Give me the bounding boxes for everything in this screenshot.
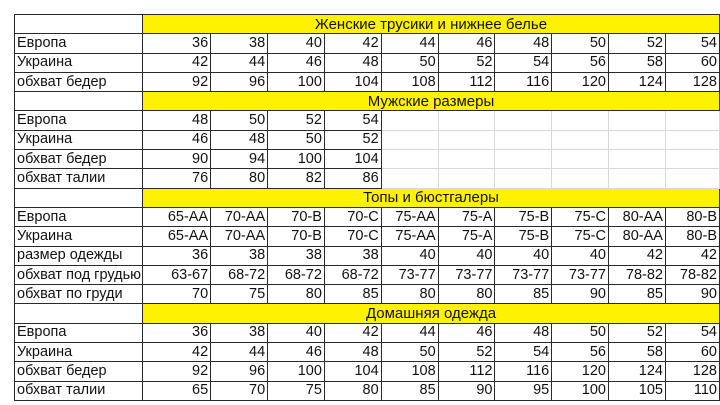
- section-header-row: [15, 15, 720, 34]
- size-cell: 60: [665, 343, 719, 362]
- size-cell: 85: [381, 381, 438, 400]
- size-cell: 76: [143, 169, 211, 188]
- table-row: [15, 343, 720, 362]
- size-cell: 48: [495, 34, 552, 53]
- size-cell: 68-72: [324, 265, 381, 284]
- table-row: [15, 362, 720, 381]
- size-cell: 75-B: [495, 227, 552, 246]
- size-cell: 54: [495, 53, 552, 72]
- size-cell: 48: [211, 130, 268, 149]
- row-label: Европа: [15, 323, 143, 342]
- size-cell: [665, 111, 719, 130]
- row-label: обхват бедер: [15, 150, 143, 169]
- row-label: Украина: [15, 130, 143, 149]
- section-header-row: [15, 304, 720, 323]
- size-cell: 75: [211, 285, 268, 304]
- size-cell: 80: [211, 169, 268, 188]
- size-cell: 38: [324, 246, 381, 265]
- size-cell: 42: [324, 323, 381, 342]
- size-cell: 96: [211, 362, 268, 381]
- size-cell: 40: [268, 323, 325, 342]
- row-label: обхват талии: [15, 169, 143, 188]
- table-row: [15, 285, 720, 304]
- size-cell: [608, 150, 665, 169]
- size-cell: 52: [608, 323, 665, 342]
- size-cell: 44: [381, 323, 438, 342]
- size-cell: 70: [143, 285, 211, 304]
- size-cell: 124: [608, 72, 665, 91]
- size-cell: 85: [608, 285, 665, 304]
- size-cell: 36: [143, 246, 211, 265]
- size-cell: 42: [608, 246, 665, 265]
- size-cell: 44: [211, 53, 268, 72]
- size-cell: 70-B: [268, 227, 325, 246]
- size-cell: 50: [268, 130, 325, 149]
- size-cell: [381, 150, 438, 169]
- row-label: обхват бедер: [15, 72, 143, 91]
- size-cell: 54: [495, 343, 552, 362]
- size-cell: [608, 130, 665, 149]
- size-cell: 50: [381, 53, 438, 72]
- size-cell: 80: [438, 285, 495, 304]
- size-cell: 70: [211, 381, 268, 400]
- table-row: [15, 207, 720, 226]
- size-cell: 116: [495, 362, 552, 381]
- size-cell: 73-77: [438, 265, 495, 284]
- table-row: [15, 72, 720, 91]
- size-cell: 46: [268, 53, 325, 72]
- size-cell: 54: [324, 111, 381, 130]
- size-cell: 52: [438, 343, 495, 362]
- size-cell: [495, 169, 552, 188]
- size-cell: 112: [438, 72, 495, 91]
- size-cell: 82: [268, 169, 325, 188]
- size-cell: 36: [143, 323, 211, 342]
- row-label: Европа: [15, 207, 143, 226]
- size-cell: 112: [438, 362, 495, 381]
- size-cell: 40: [381, 246, 438, 265]
- section-title: Домашняя одежда: [143, 304, 720, 323]
- size-cell: 90: [438, 381, 495, 400]
- size-cell: 40: [495, 246, 552, 265]
- section-header-spacer: [15, 92, 143, 111]
- table-row: [15, 130, 720, 149]
- size-cell: 65: [143, 381, 211, 400]
- size-cell: [552, 111, 609, 130]
- size-cell: 44: [211, 343, 268, 362]
- size-cell: [552, 130, 609, 149]
- size-cell: [495, 150, 552, 169]
- size-cell: 75-AA: [381, 227, 438, 246]
- size-cell: 40: [268, 34, 325, 53]
- size-cell: [381, 169, 438, 188]
- size-cell: 58: [608, 53, 665, 72]
- size-cell: 42: [143, 343, 211, 362]
- size-cell: 75-A: [438, 207, 495, 226]
- size-cell: 44: [381, 34, 438, 53]
- size-cell: 52: [438, 53, 495, 72]
- size-cell: 48: [143, 111, 211, 130]
- size-cell: 70-C: [324, 207, 381, 226]
- size-cell: 48: [495, 323, 552, 342]
- size-cell: 128: [665, 72, 719, 91]
- size-cell: 85: [495, 285, 552, 304]
- size-cell: 52: [324, 130, 381, 149]
- table-row: [15, 111, 720, 130]
- size-cell: 46: [438, 323, 495, 342]
- size-cell: 52: [268, 111, 325, 130]
- size-cell: 86: [324, 169, 381, 188]
- row-label: Европа: [15, 34, 143, 53]
- size-cell: 70-AA: [211, 207, 268, 226]
- size-cell: 105: [608, 381, 665, 400]
- size-cell: 38: [211, 34, 268, 53]
- size-cell: 80: [381, 285, 438, 304]
- size-cell: 75-AA: [381, 207, 438, 226]
- size-cell: 58: [608, 343, 665, 362]
- size-cell: 80-B: [665, 207, 719, 226]
- size-cell: 75-B: [495, 207, 552, 226]
- size-cell: 68-72: [211, 265, 268, 284]
- size-cell: 70-B: [268, 207, 325, 226]
- table-row: [15, 150, 720, 169]
- size-cell: 56: [552, 53, 609, 72]
- size-cell: 40: [438, 246, 495, 265]
- size-cell: 92: [143, 362, 211, 381]
- size-cell: 90: [665, 285, 719, 304]
- size-cell: 100: [268, 362, 325, 381]
- row-label: обхват бедер: [15, 362, 143, 381]
- section-title: Мужские размеры: [143, 92, 720, 111]
- size-cell: 90: [143, 150, 211, 169]
- size-cell: [552, 169, 609, 188]
- size-cell: 38: [211, 323, 268, 342]
- size-cell: [495, 111, 552, 130]
- table-row: [15, 34, 720, 53]
- size-cell: 78-82: [608, 265, 665, 284]
- size-cell: 54: [665, 323, 719, 342]
- size-cell: 75-C: [552, 227, 609, 246]
- row-label: обхват под грудью: [15, 265, 143, 284]
- section-header-spacer: [15, 188, 143, 207]
- size-cell: 104: [324, 362, 381, 381]
- size-cell: 56: [552, 343, 609, 362]
- size-cell: 128: [665, 362, 719, 381]
- size-cell: 75: [268, 381, 325, 400]
- size-chart-table: [14, 14, 720, 401]
- size-cell: 85: [324, 285, 381, 304]
- size-cell: 104: [324, 72, 381, 91]
- size-cell: [608, 111, 665, 130]
- size-cell: 38: [268, 246, 325, 265]
- section-header-spacer: [15, 304, 143, 323]
- size-cell: [665, 130, 719, 149]
- size-cell: 75-C: [552, 207, 609, 226]
- row-label: Европа: [15, 111, 143, 130]
- size-cell: 108: [381, 362, 438, 381]
- size-cell: [665, 169, 719, 188]
- size-cell: 54: [665, 34, 719, 53]
- size-cell: 73-77: [381, 265, 438, 284]
- size-cell: 80: [268, 285, 325, 304]
- size-cell: 42: [324, 34, 381, 53]
- size-cell: 100: [268, 150, 325, 169]
- size-cell: 90: [552, 285, 609, 304]
- size-cell: [495, 130, 552, 149]
- size-cell: 120: [552, 72, 609, 91]
- size-cell: 65-AA: [143, 207, 211, 226]
- size-cell: [552, 150, 609, 169]
- section-title: Топы и бюстгалеры: [143, 188, 720, 207]
- section-header-spacer: [15, 15, 143, 34]
- size-cell: 50: [552, 34, 609, 53]
- size-cell: 104: [324, 150, 381, 169]
- table-row: [15, 53, 720, 72]
- section-header-row: [15, 188, 720, 207]
- size-cell: [381, 111, 438, 130]
- size-cell: 46: [438, 34, 495, 53]
- size-cell: 80-B: [665, 227, 719, 246]
- table-row: [15, 381, 720, 400]
- size-cell: 40: [552, 246, 609, 265]
- size-cell: 92: [143, 72, 211, 91]
- size-cell: 50: [381, 343, 438, 362]
- size-cell: 42: [665, 246, 719, 265]
- size-cell: [608, 169, 665, 188]
- size-cell: [438, 150, 495, 169]
- table-row: [15, 169, 720, 188]
- row-label: обхват талии: [15, 381, 143, 400]
- size-cell: 48: [324, 343, 381, 362]
- size-cell: 96: [211, 72, 268, 91]
- row-label: обхват по груди: [15, 285, 143, 304]
- size-cell: [438, 111, 495, 130]
- section-title: Женские трусики и нижнее белье: [143, 15, 720, 34]
- size-cell: 48: [324, 53, 381, 72]
- size-cell: 63-67: [143, 265, 211, 284]
- size-cell: [438, 130, 495, 149]
- size-cell: 75-A: [438, 227, 495, 246]
- size-cell: [665, 150, 719, 169]
- size-cell: 80: [324, 381, 381, 400]
- row-label: Украина: [15, 53, 143, 72]
- size-cell: 110: [665, 381, 719, 400]
- size-cell: 50: [552, 323, 609, 342]
- size-cell: 70-C: [324, 227, 381, 246]
- table-row: [15, 246, 720, 265]
- size-cell: 95: [495, 381, 552, 400]
- size-cell: [438, 169, 495, 188]
- table-row: [15, 265, 720, 284]
- row-label: Украина: [15, 227, 143, 246]
- table-row: [15, 227, 720, 246]
- size-cell: 78-82: [665, 265, 719, 284]
- size-cell: 65-AA: [143, 227, 211, 246]
- size-cell: 116: [495, 72, 552, 91]
- size-cell: 80-AA: [608, 227, 665, 246]
- size-cell: 108: [381, 72, 438, 91]
- size-cell: 73-77: [495, 265, 552, 284]
- size-cell: 46: [268, 343, 325, 362]
- size-cell: 100: [268, 72, 325, 91]
- size-cell: 50: [211, 111, 268, 130]
- row-label: размер одежды: [15, 246, 143, 265]
- size-cell: 73-77: [552, 265, 609, 284]
- size-cell: 60: [665, 53, 719, 72]
- size-cell: 80-AA: [608, 207, 665, 226]
- section-header-row: [15, 92, 720, 111]
- size-cell: 38: [211, 246, 268, 265]
- size-cell: 52: [608, 34, 665, 53]
- size-cell: 42: [143, 53, 211, 72]
- size-cell: 68-72: [268, 265, 325, 284]
- size-cell: [381, 130, 438, 149]
- size-cell: 124: [608, 362, 665, 381]
- size-cell: 36: [143, 34, 211, 53]
- size-cell: 94: [211, 150, 268, 169]
- size-cell: 46: [143, 130, 211, 149]
- table-row: [15, 323, 720, 342]
- size-cell: 100: [552, 381, 609, 400]
- size-cell: 120: [552, 362, 609, 381]
- size-cell: 70-AA: [211, 227, 268, 246]
- row-label: Украина: [15, 343, 143, 362]
